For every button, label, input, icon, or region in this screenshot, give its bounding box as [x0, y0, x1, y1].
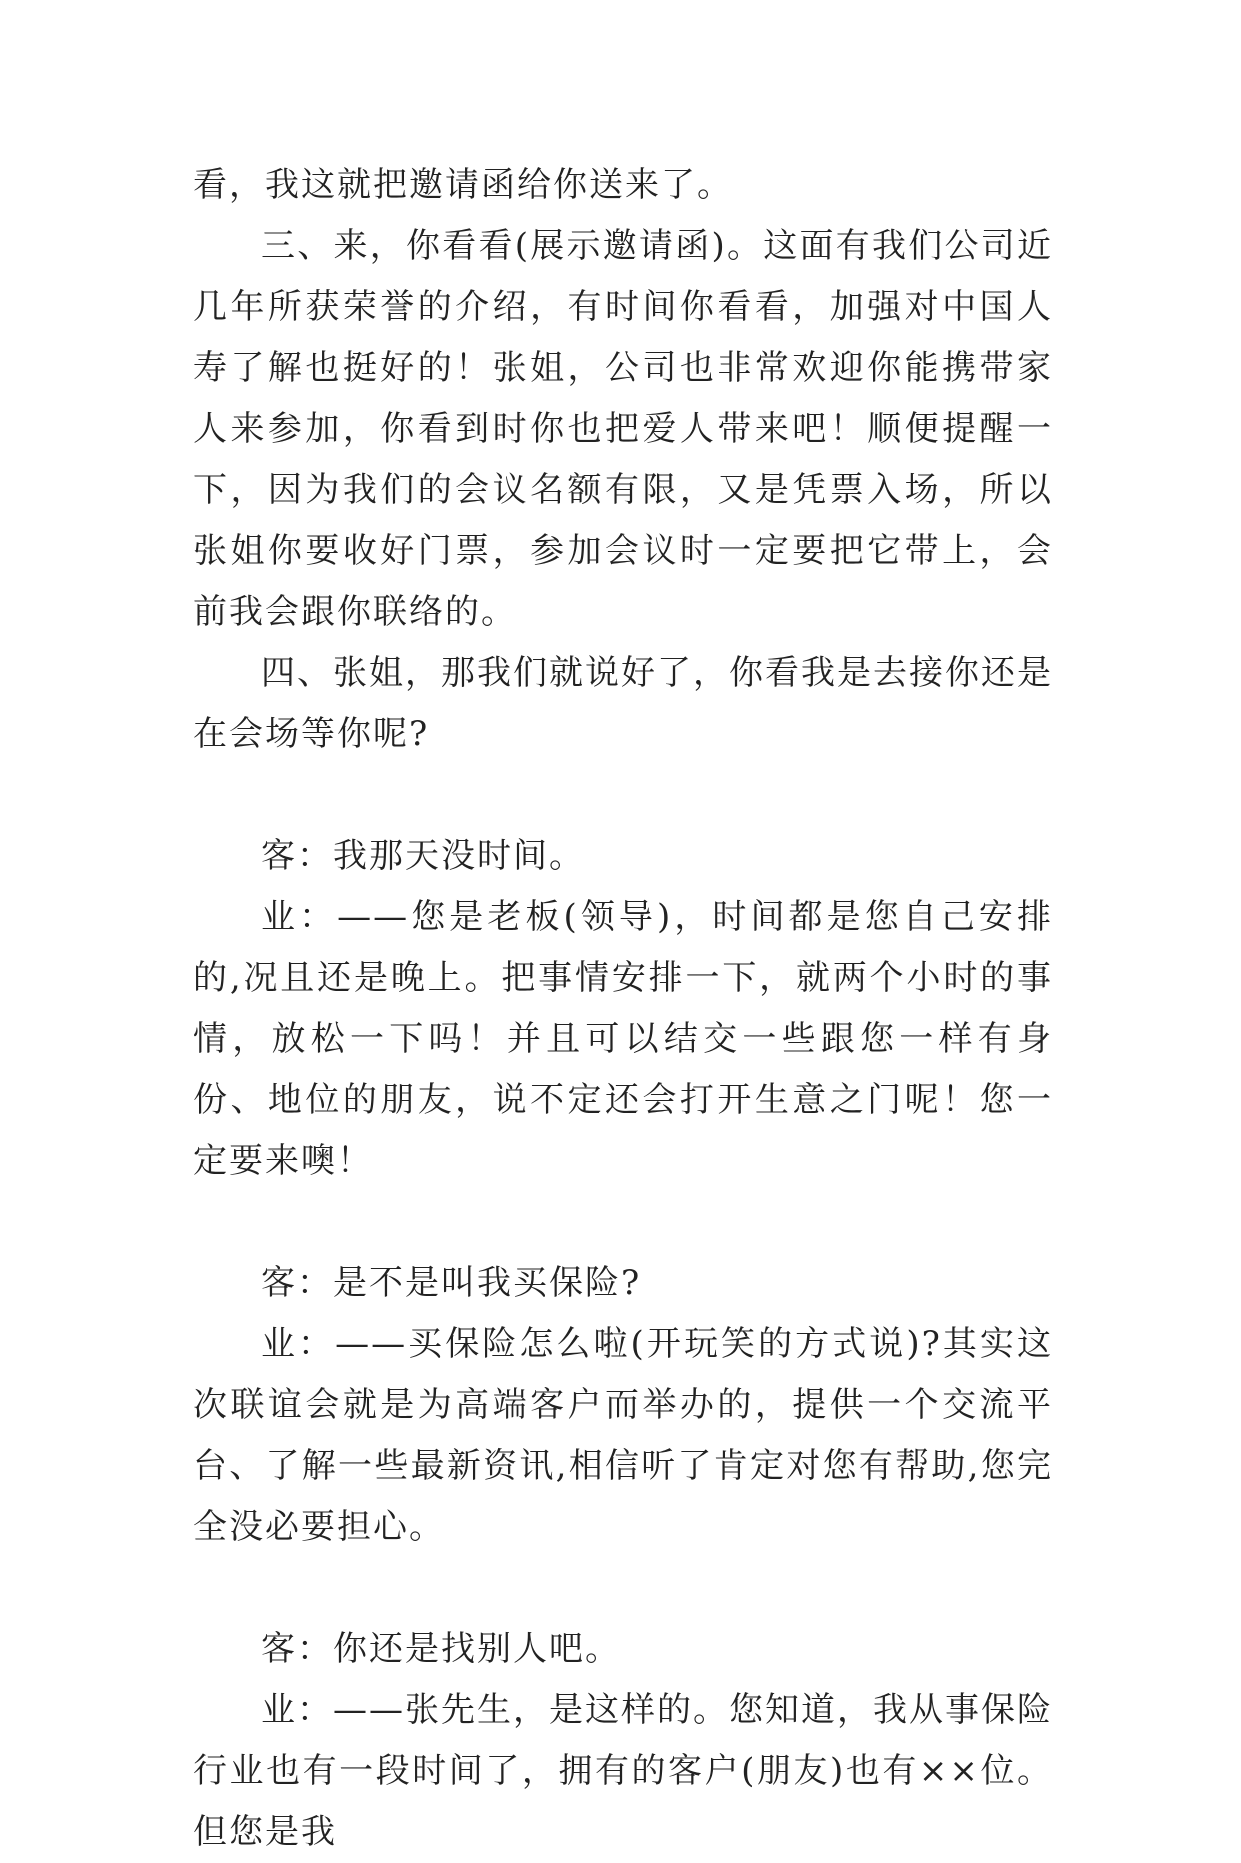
paragraph-point-three: 三、来，你看看(展示邀请函)。这面有我们公司近几年所获荣誉的介绍，有时间你看看，加强对中国人寿了解也挺好的！张姐，公司也非常欢迎你能携带家人来参加，你看到时你也把爱人带来吧！顺便提醒一下，因为我们的会议名额有限，又是凭票入场，所以张姐你要收好门票，参加会议时一定要把它带上，会前我会跟你联络的。 — [193, 226, 1053, 632]
paragraph-continuation: 看，我这就把邀请函给你送来了。 — [193, 165, 733, 205]
dialogue-customer-no-time: 客：我那天没时间。 — [261, 836, 585, 876]
dialogue-customer-insurance-question: 客：是不是叫我买保险? — [261, 1263, 642, 1303]
dialogue-customer-find-someone-else: 客：你还是找别人吧。 — [261, 1629, 621, 1669]
dialogue-agent-reply-insurance: 业：——买保险怎么啦(开玩笑的方式说)?其实这次联谊会就是为高端客户而举办的，提供一个交流平台、了解一些最新资讯,相信听了肯定对您有帮助,您完全没必要担心。 — [193, 1324, 1053, 1547]
document-body — [193, 155, 1053, 1863]
dialogue-agent-reply-find-someone-else: 业：——张先生，是这样的。您知道，我从事保险行业也有一段时间了，拥有的客户(朋友)也有××位。但您是我 — [193, 1690, 1053, 1852]
paragraph-point-four: 四、张姐，那我们就说好了，你看我是去接你还是在会场等你呢? — [193, 653, 1053, 754]
dialogue-agent-reply-no-time: 业：——您是老板(领导)，时间都是您自己安排的,况且还是晚上。把事情安排一下，就两个小时的事情，放松一下吗！并且可以结交一些跟您一样有身份、地位的朋友，说不定还会打开生意之门呢！您一定要来噢！ — [193, 897, 1053, 1181]
